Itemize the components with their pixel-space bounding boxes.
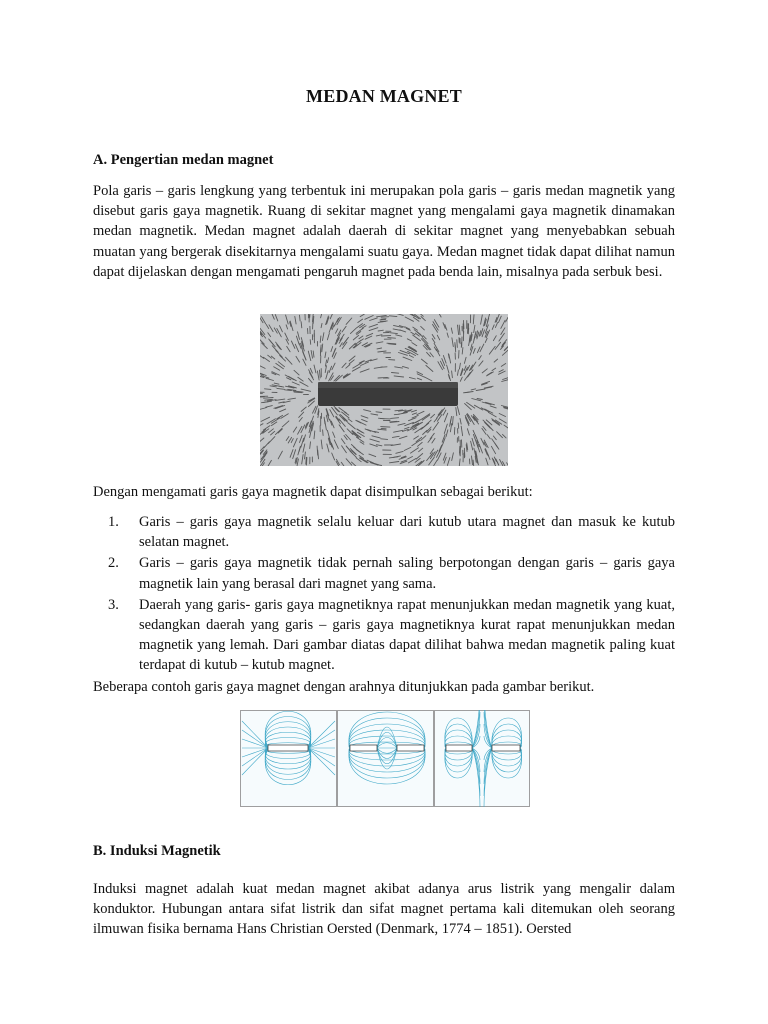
examples-intro: Beberapa contoh garis gaya magnet dengan arahnya ditunjukkan pada gambar berikut. xyxy=(93,679,595,695)
magnet-left xyxy=(350,745,377,751)
iron-filing xyxy=(381,427,390,428)
magnet-right xyxy=(492,745,520,751)
iron-filing xyxy=(321,345,322,353)
magnet-right xyxy=(397,745,424,751)
list-text: Garis – garis gaya magnetik tidak pernah saling berpotongan dengan garis – garis gaya magnetik lain yang berasal dari magnet yang sama. xyxy=(139,555,675,592)
iron-filing xyxy=(379,418,385,419)
iron-filing xyxy=(457,340,458,348)
iron-filing xyxy=(306,457,307,464)
iron-filing xyxy=(455,344,456,352)
iron-filing xyxy=(265,389,271,390)
section-b-heading: B. Induksi Magnetik xyxy=(93,843,221,859)
magnet-left xyxy=(446,745,472,751)
panel-repelling-magnets xyxy=(435,711,530,807)
list-number: 3. xyxy=(108,596,119,613)
magnet-single xyxy=(268,745,308,751)
list-text: Garis – garis gaya magnetik selalu keluar dari kutub utara magnet dan masuk ke kutub selatan magnet. xyxy=(139,514,675,551)
section-a-heading: A. Pengertian medan magnet xyxy=(93,152,274,168)
list-item xyxy=(108,512,675,552)
iron-filing xyxy=(323,430,324,436)
iron-filing xyxy=(388,338,396,339)
bar-magnet-highlight xyxy=(318,382,458,388)
section-a-paragraph: Pola garis – garis lengkung yang terbentuk ini merupakan pola garis – garis medan magnetik yang disebut garis gaya magnetik. Ruang di sekitar magnet yang mengalami gaya magnetik dinamakan medan magnetik. Medan magnet adalah daerah di sekitar magnet yang menyebabkan sebuah muatan yang bergerak disekitarnya mengalami suatu gaya. Medan magnet tidak dapat dilihat namun dapat dijelaskan dengan mengamati pengaruh magnet pada benda lain, misalnya pada serbuk besi. xyxy=(93,183,675,280)
conclusion-list xyxy=(108,512,675,677)
list-text: Daerah yang garis- garis gaya magnetiknya rapat menunjukkan medan magnetik yang kuat, sedangkan daerah yang garis – garis gaya magnetiknya kurat rapat menunjukkan medan magnetik yang lemah. Dari gambar diatas dapat dilihat bahwa medan magnetik paling kuat terdapat di kutub – kutub magnet. xyxy=(139,596,675,674)
iron-filing xyxy=(294,392,302,393)
iron-filings-photo xyxy=(260,314,508,466)
page-title: MEDAN MAGNET xyxy=(306,86,462,106)
iron-filing xyxy=(317,446,318,455)
iron-filing xyxy=(390,421,397,422)
field-lines-diagram xyxy=(240,710,530,807)
section-b-paragraph: Induksi magnet adalah kuat medan magnet akibat adanya arus listrik yang mengalir dalam konduktor. Hubungan antara sifat listrik dan sifat magnet pertama kali ditemukan oleh seorang ilmuwan fisika bernama Hans Christian Oersted (Denmark, 1774 – 1851). Oersted xyxy=(93,881,675,938)
iron-filing xyxy=(310,340,311,345)
iron-filing xyxy=(468,323,469,333)
iron-filing xyxy=(300,315,301,321)
iron-filing xyxy=(381,317,389,318)
list-number: 2. xyxy=(108,555,119,572)
conclusion-intro: Dengan mengamati garis gaya magnetik dapat disimpulkan sebagai berikut: xyxy=(93,484,533,500)
iron-filing xyxy=(465,392,470,393)
iron-filing xyxy=(380,319,386,320)
list-number: 1. xyxy=(108,514,119,530)
iron-filing xyxy=(458,423,459,428)
iron-filing xyxy=(381,439,388,440)
list-item xyxy=(108,595,675,676)
iron-filing xyxy=(378,377,387,378)
list-item xyxy=(108,553,675,593)
